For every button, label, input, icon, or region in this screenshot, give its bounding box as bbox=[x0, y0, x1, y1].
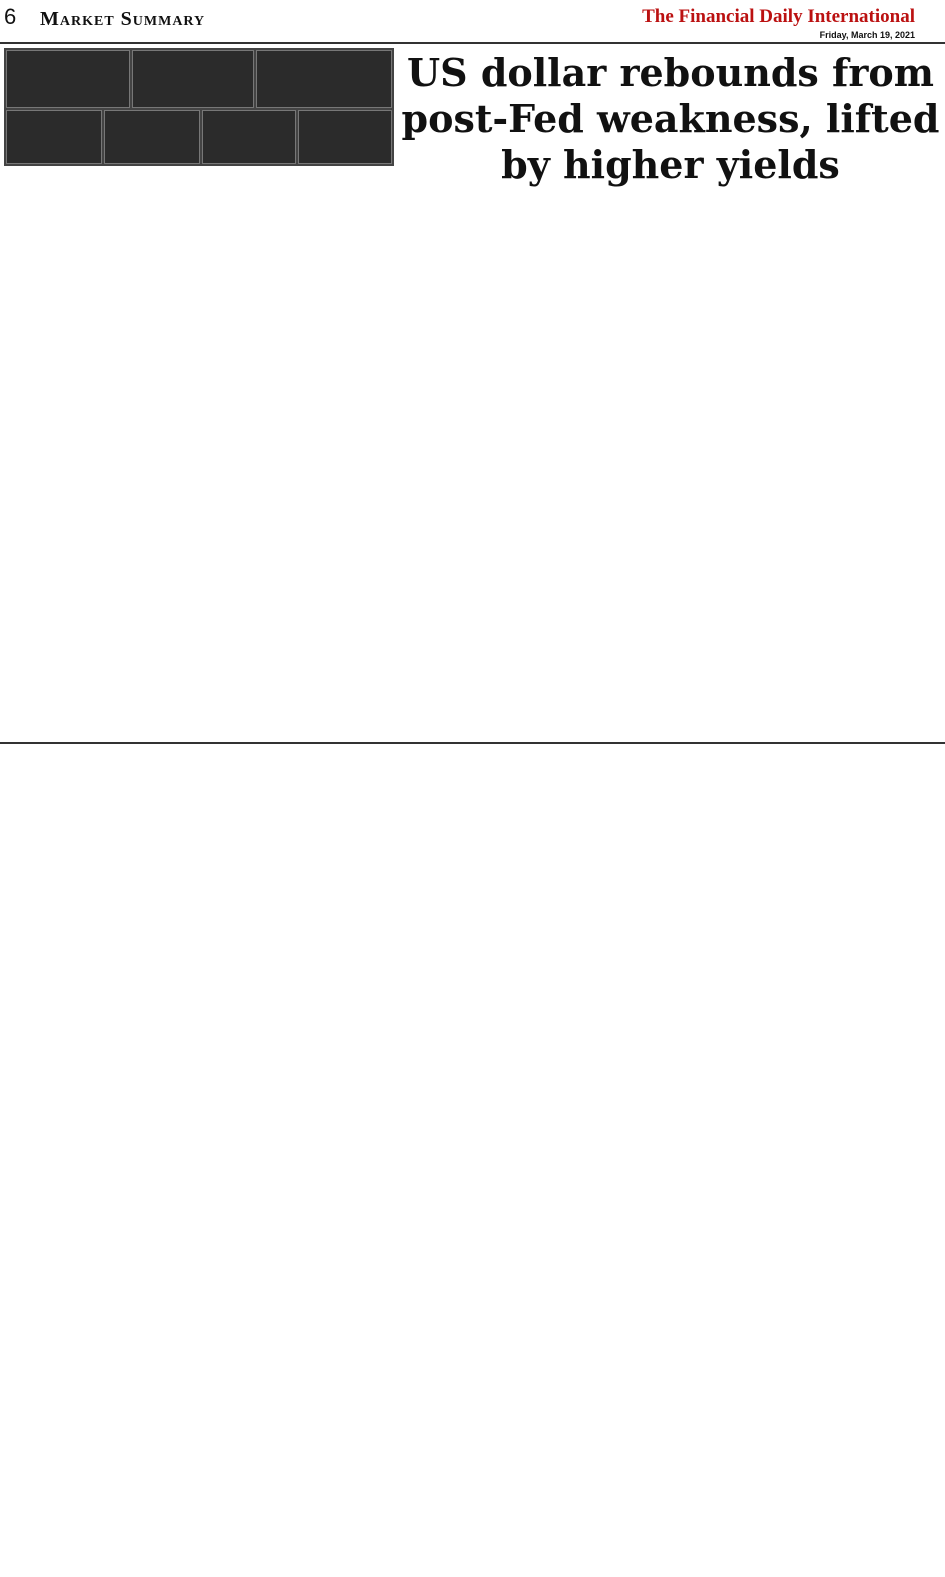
kse30-box bbox=[202, 110, 296, 164]
allshare-box bbox=[104, 110, 200, 164]
kse100-box bbox=[132, 50, 254, 108]
publication-date: Friday, March 19, 2021 bbox=[819, 30, 915, 40]
allshare-islamic-box bbox=[256, 50, 392, 108]
symbols-box bbox=[6, 110, 102, 164]
masthead bbox=[0, 0, 945, 44]
newspaper-name: The Financial Daily International bbox=[642, 6, 915, 27]
market-summary-panel bbox=[4, 48, 394, 166]
market-box bbox=[6, 50, 130, 108]
headline: US dollar rebounds from post-Fed weakness, lifted by higher yields bbox=[401, 50, 940, 187]
kmi30-box bbox=[298, 110, 392, 164]
page-number: 6 bbox=[4, 4, 17, 29]
article-body bbox=[400, 200, 941, 740]
section-title: Market Summary bbox=[40, 8, 206, 30]
divider bbox=[0, 742, 945, 744]
